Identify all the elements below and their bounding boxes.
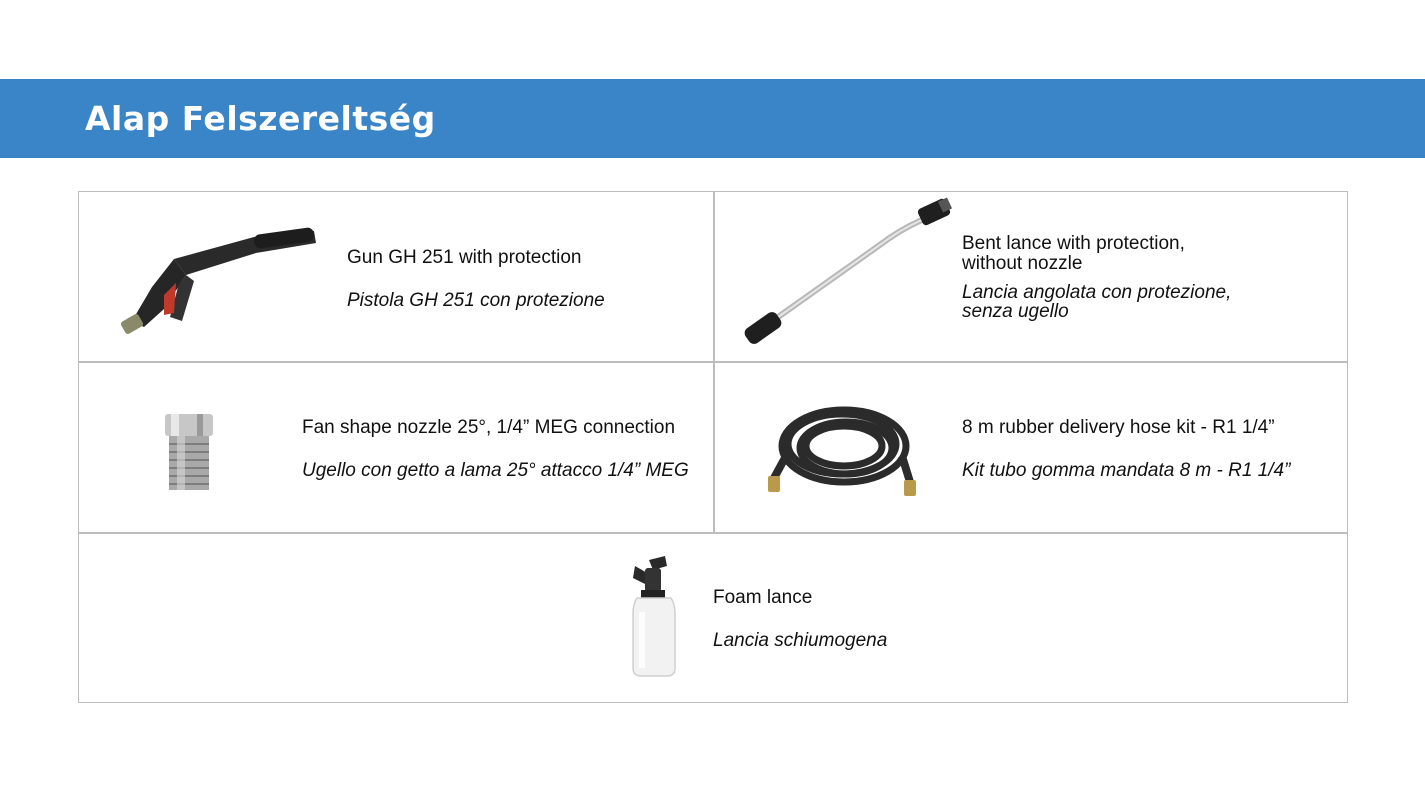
foam-lance-english-label: Foam lance (713, 587, 813, 608)
equipment-table (78, 191, 1348, 703)
foam-lance-icon (627, 556, 687, 681)
bent-lance-italian-line2: senza ugello (962, 301, 1069, 322)
spray-gun-icon (104, 217, 334, 347)
bent-lance-icon (734, 197, 964, 357)
table-cell-bent-lance (714, 192, 1348, 362)
bent-lance-italian-line1: Lancia angolata con protezione, (962, 282, 1232, 303)
table-cell-foam-lance (79, 534, 1347, 702)
header-banner (0, 79, 1425, 158)
bent-lance-english-line2: without nozzle (962, 253, 1083, 274)
hose-english-label: 8 m rubber delivery hose kit - R1 1/4” (962, 417, 1275, 438)
hose-icon (764, 398, 924, 508)
gun-italian-label: Pistola GH 251 con protezione (347, 290, 605, 311)
gun-english-label: Gun GH 251 with protection (347, 247, 582, 268)
nozzle-icon (159, 408, 219, 498)
table-cell-nozzle (79, 363, 713, 533)
nozzle-english-label: Fan shape nozzle 25°, 1/4” MEG connection (302, 417, 676, 438)
bent-lance-english-line1: Bent lance with protection, (962, 233, 1185, 254)
hose-italian-label: Kit tubo gomma mandata 8 m - R1 1/4” (962, 460, 1291, 481)
page-title: Alap Felszereltség (85, 99, 436, 138)
table-cell-hose (714, 363, 1348, 533)
table-cell-gun (79, 192, 713, 362)
foam-lance-italian-label: Lancia schiumogena (713, 630, 888, 651)
nozzle-italian-label: Ugello con getto a lama 25° attacco 1/4” MEG (302, 460, 689, 481)
